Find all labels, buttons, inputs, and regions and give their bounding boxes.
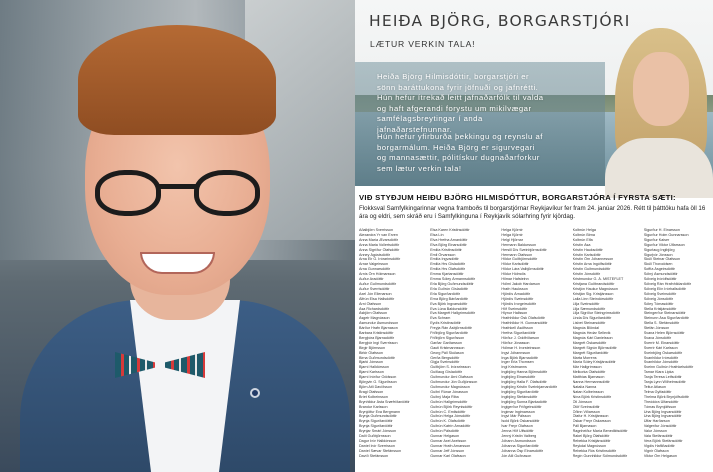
supporter-name: Margrét Óskarsdóttir <box>572 340 607 345</box>
supporter-name: Elsa Karen Kristinsdóttir <box>430 228 470 232</box>
supporter-name: Gunnar Axel Axelsson <box>430 438 467 443</box>
supporter-name: Guðrún Katrín Árnadóttir <box>430 424 471 429</box>
supporter-name: Viktor Örn Helgason <box>643 453 677 458</box>
supporter-name: Ásgeir Magnússon <box>359 316 390 321</box>
supporter-name: Guðrún Hallgrímsdóttir <box>430 399 468 404</box>
supporter-name: Árni Ólafsson <box>359 301 382 306</box>
supporter-name: Kristján Sig. Kristjánsson <box>572 291 614 296</box>
supporter-name: Reykdal Magnússon <box>572 443 607 448</box>
supporter-name: Arnar Valgeirsson <box>359 262 389 267</box>
supporter-name: Vignir Ólafsson <box>643 448 669 453</box>
supporter-name: Hersill Dís Sveinbjörnsdóttir <box>501 247 547 252</box>
supporter-name: Emilía Hrs Gísladóttir <box>430 262 466 267</box>
supporter-name: Eva Schram <box>430 316 451 321</box>
supporter-name: Birgir Björnsson <box>359 345 386 350</box>
supporter-name: Inger Erla Thomsen <box>501 360 534 365</box>
supporter-name: Brandur Karlsson <box>359 404 388 409</box>
supporter-name: Hrafn Hauksson <box>501 286 528 291</box>
supporter-name: Kristín Jónsdóttir <box>572 272 601 277</box>
supporter-name: Margrét Sigurðardóttir <box>572 350 609 355</box>
supporter-name: Sverrir Kári Karlsson <box>643 345 678 350</box>
supporter-name: Emilía Hrs Ólafsdóttir <box>430 267 466 272</box>
supporter-name: Arna Eir G. Þórarinsdóttir <box>359 257 401 262</box>
supporter-name: Davíð Stefánsson <box>359 453 389 458</box>
supporter-name: Jenna Hlíf Ulfsdóttir <box>501 429 534 434</box>
supporter-name: Brynjólfur Eva Bergmann <box>359 409 400 414</box>
supporter-name: Eva Björk Ingvarsdóttir <box>430 301 468 306</box>
supporter-name: Anney Ágústsdóttir <box>359 252 390 257</box>
supporter-name: Emma Sóley Ármannsdóttir <box>430 277 476 282</box>
supporter-name: Ingibjörg Einarsdóttir <box>501 375 536 380</box>
supporter-name: Ólafur H. Kristjánsson <box>572 414 609 419</box>
supporter-name: Natan Kolbeinsson <box>572 389 604 394</box>
supporter-name: Ingimar Ingimarsson <box>501 409 535 414</box>
supporter-name: Lilja Sigríður Steingrímsdóttir <box>572 311 620 316</box>
campaign-flyer <box>355 0 713 472</box>
supporter-name: Sveinbjörg Óskarsdóttir <box>643 350 683 355</box>
supporter-name: Steingerður Steinarsdóttir <box>643 311 686 316</box>
names-column-4 <box>573 228 638 472</box>
supporter-name: Svanhildur Jónsdóttir <box>643 360 679 365</box>
supporter-name: Vera Björk Stefánsdóttir <box>643 438 683 443</box>
supporter-name: Hildur Guðbjörnsdóttir <box>501 257 538 262</box>
supporter-name: Brynja Guðmundsdóttir <box>359 414 397 419</box>
supporter-name: María Sóley Kristjánsdóttir <box>572 360 616 365</box>
supporter-name: Helga Kjörnir <box>501 232 523 237</box>
supporter-name: Hjördís Árnadóttir <box>501 291 531 296</box>
supporter-name: Barbara Kristinsdóttir <box>359 331 394 336</box>
supporter-name: Daníel Þór Sverrisson <box>359 443 395 448</box>
supporter-name: Hermann Ólafsson <box>501 252 533 257</box>
supporter-name: Hrefna Sigurðardóttir <box>501 331 536 336</box>
supporter-name: Hlíf Sveinsdóttir <box>501 306 528 311</box>
supporter-name: Gunnar Helgason <box>430 434 460 439</box>
supporter-name: Kristín Guðmundsdóttir <box>572 267 611 272</box>
supporter-name: Helga Kjörnir <box>501 228 523 232</box>
supporter-name: Nanna Hermannsdóttir <box>572 380 610 385</box>
supporter-name: Stella Kristjánsdóttir <box>643 306 677 311</box>
supporter-name: Bjarki Jónsson <box>359 360 383 365</box>
candidate-photo <box>605 28 713 186</box>
supporter-name: Kristmundur G. Á. MISTEFLET <box>572 277 624 282</box>
supporter-name: Kristín Ása <box>572 242 591 247</box>
flyer-subtitle: LÆTUR VERKIN TALA! <box>370 39 476 49</box>
supporter-name: Bergþóra Bjarnadóttir <box>359 335 395 340</box>
supporter-name: Kolbrún Helga <box>572 228 596 232</box>
supporter-name: Emilía Ingvadóttir <box>430 257 459 262</box>
supporter-name: Sigurður Holm Gunnarsson <box>643 232 689 237</box>
supporter-name: Theódóra Úlfarsdóttir <box>643 399 679 404</box>
supporter-name: Ingvi Jóhannsson <box>501 350 531 355</box>
supporter-name: Hildur Lára Valbjörnsdóttir <box>501 267 544 272</box>
supporter-name: Auður Aradóttir <box>359 277 384 282</box>
supporter-name: Magnús Hedar Sellevik <box>572 331 611 336</box>
supporter-name: Gígja Sveinsdóttir <box>430 360 460 365</box>
supporter-name: Sigurður Kaiser <box>643 237 670 242</box>
supporter-name: Inga Björk Bjarnadóttir <box>501 355 538 360</box>
supporter-name: Gunnar Jeff Jónsson <box>430 448 465 453</box>
supporter-name: Auður Guðmundsdóttir <box>359 281 397 286</box>
supporter-name: Gauti Kristmannsson <box>430 345 465 350</box>
supporter-name: Sigurlaug Ingibjörg <box>643 247 675 252</box>
supporter-name: Úlfar Harðarson <box>643 419 670 424</box>
supporter-name: Kristjón Haukur Magnússon <box>572 286 618 291</box>
supporter-name: Sigurður H. Einarsson <box>643 228 680 232</box>
supporter-name: Ólöf Sveinsdóttir <box>572 404 600 409</box>
supporter-name: Anna María Ævarsdóttir <box>359 237 398 242</box>
supporter-name: Hólmar H. Þorsteinsson <box>501 345 541 350</box>
supporter-name: Alexandra Yr van Erven <box>359 232 398 237</box>
names-column-3 <box>501 228 566 472</box>
glasses <box>95 170 260 220</box>
supporter-name: Brynhildur Ásta Snæfríðardóttir <box>359 399 410 404</box>
supporter-name: Jón Atli Guðnason <box>501 453 532 458</box>
supporter-name: Gunnar Hrafn Arnarsson <box>430 443 471 448</box>
supporter-name: Bjarni Þórður Oddsson <box>359 375 397 380</box>
supporter-name: Vala Stefánsdóttir <box>643 434 673 439</box>
supporter-name: Jóhanna Ösp Einarsdóttir <box>501 448 544 453</box>
supporter-name: Ingibjörg Kristín Sveinbjarnardóttir <box>501 385 557 389</box>
supporter-name: Guðrún Pálsdóttir <box>430 429 459 434</box>
supporter-name: Svanhildur Þórsdóttir <box>643 355 679 360</box>
supporter-name: Margrét Sigrún Björnsdóttir <box>572 345 617 350</box>
supporter-name: Hörður J. Oddfríðarson <box>501 335 540 340</box>
supporter-name: Sólveig Sveinsdóttir <box>643 291 677 296</box>
supporter-name: Skúli Thoroddsen <box>643 262 673 267</box>
supporter-name: Rebekka Kristjánsdóttir <box>572 438 611 443</box>
supporter-name: Hrafnkell Ásólfsson <box>501 326 533 331</box>
supporter-name: Sólveig Þórólfsdóttir <box>643 277 677 282</box>
hair <box>78 25 276 135</box>
supporter-name: Bjarni Halldórsson <box>359 365 389 370</box>
supporter-name: Hólmi Jakob Hardarson <box>501 281 540 286</box>
supporter-name: Kolbrún Elfa <box>572 237 593 242</box>
supporter-name: Vigdís Hafliðadóttir <box>643 443 675 448</box>
bowtie <box>115 352 205 378</box>
supporter-name: Sólveig Jónsdóttir <box>643 296 673 301</box>
supporter-name: Elva Björg Einarsdóttir <box>430 242 467 247</box>
supporter-name: Guðmundur Magnússon <box>430 385 470 389</box>
supporter-name: Soffía Ásgeirsdóttir <box>643 267 675 272</box>
supporter-name: Guðrún Helga Jónsdóttir <box>430 414 471 419</box>
supporter-name: Melkorka Ólafsdóttir <box>572 370 606 375</box>
supporter-name: Magnús Kári Danielsson <box>572 335 613 340</box>
supporter-name: Hjördís Þorgeirsdóttir <box>501 301 537 306</box>
supporter-name: Ísold Björk Óskarsdóttir <box>501 419 540 424</box>
supporter-name: Kristín Hauksdóttir <box>572 247 603 252</box>
supporter-name: Sólveig Rán Hrafnhildardóttir <box>643 281 691 286</box>
supporter-name: Daníel Sævar Stefánsson <box>359 448 402 453</box>
supporter-name: Ingigerður Friðgeirsdóttir <box>501 404 542 409</box>
supporter-name: Guðrún K. Ólafsdóttir <box>430 419 465 424</box>
lapel-pin <box>250 388 260 398</box>
supporter-name: Ásbjörn Ólafsson <box>359 311 388 316</box>
supporter-name: Hildur Karlsdóttir <box>501 262 529 267</box>
supporter-name: Eva Margrét Hallgrímsdóttir <box>430 311 476 316</box>
supporter-name: Guðbjörn S. Þórarinsson <box>430 365 471 370</box>
supporter-name: Rakel Björg Ólafsdóttir <box>572 434 610 439</box>
supporter-name: Magnús Blöndal <box>572 326 600 331</box>
supporter-name: Dagur Þór Halldórsson <box>359 438 397 443</box>
supporter-name: Auður Sverrisdóttir <box>359 286 390 291</box>
supporter-name: Guðrún C. Emilsdóttir <box>430 409 466 414</box>
supporter-name: Arnís Örn Hólmarsson <box>359 272 396 277</box>
supporter-names <box>359 228 709 472</box>
supporter-name: Guðmundur Jón Guðjónsson <box>430 380 478 385</box>
supporter-name: Tamar Klara Lipka <box>643 370 674 375</box>
names-column-2 <box>430 228 495 472</box>
supporter-name: Ingvi Már Pálsson <box>501 414 531 419</box>
supporter-name: Páll Bjarnason <box>572 424 597 429</box>
supporter-name: Sigurþór Jónsson <box>643 252 673 257</box>
supporter-name: Birna Guðmundsdóttir <box>359 355 395 360</box>
supporter-name: Hermann Baldursson <box>501 242 537 247</box>
supporter-name: Hildur Hólmdís <box>501 272 526 277</box>
supporter-name: Georg Páll Skúlason <box>430 350 464 355</box>
supporter-name: Elsa Lín <box>430 232 444 237</box>
election-info: Flokksval Samfylkingarinnar vegna framboðs til borgarstjórnar Reykjavíkur fer fram 24. janúar 2026. Rétt til þátttöku hafa öll 16 ára og eldri, sem skráð eru í Samfylkinguna í Reykjavík sólarhring fyrir kjördag. <box>359 205 706 221</box>
supporter-name: Lísbet Steinarsdóttir <box>572 321 606 326</box>
supporter-name: Una Björg Ingvarsdóttir <box>643 409 682 414</box>
supporter-name: Valur Jónsson <box>643 429 667 434</box>
supporter-name: Gerða Bergsdóttir <box>430 355 460 360</box>
supporter-name: Már Hallgrímsson <box>572 365 602 370</box>
supporter-name: Friðbjörn Sigurðsson <box>430 335 465 340</box>
supporter-name: Ingibjörg Halla F. Ólafsdóttir <box>501 380 547 385</box>
supporter-name: Natalía Nanna <box>572 385 597 389</box>
supporter-name: Steinunn Ása Sigurðardóttir <box>643 316 689 321</box>
supporter-name: Kristín Örn Jóhannesson <box>572 257 614 262</box>
names-column-1 <box>359 228 424 472</box>
supporter-name: Tómas Brynjólfsson <box>643 404 677 409</box>
supporter-name: Telma Gylfadóttir <box>643 389 672 394</box>
intro-paragraph: Heiða Björg Hilmisdóttir, borgarstjóri er sönn baráttukona fyrir jöfnuði og jafnrétti. Hún hefur ítrekað leitt jafnaðarfólk til valda og haft afgerandi forystu um mikilvægar samfélagsbreytingar í anda jafnaðarstefnunnar. <box>377 72 544 134</box>
supporter-name: Aðalbjörn Sverrisson <box>359 228 394 232</box>
supporter-name: Ívar Freyr Ólafsson <box>501 424 533 429</box>
supporter-name: Hrafnhildur Ósk Ólafsdóttir <box>501 316 545 321</box>
supporter-name: Kolbrún Birna <box>572 232 595 237</box>
supporter-name: Bergþór Ingi Sverrisson <box>359 340 398 345</box>
portrait-photo <box>0 0 355 472</box>
supporter-name: Erla Guðrún Gísladóttir <box>430 286 468 291</box>
supporter-name: Erla Sigurðardóttir <box>430 291 460 296</box>
supporter-name: Ása Richardsdóttir <box>359 306 390 311</box>
supporter-name: Nína Björk Kristinsdóttir <box>572 394 612 399</box>
supporter-name: Birkir Ólafsson <box>359 350 383 355</box>
supporter-name: Garðar Garðarsson <box>430 340 462 345</box>
supporter-name: Bragi Ólafsson <box>359 389 384 394</box>
supporter-name: Sóley Tómasdóttir <box>643 301 674 306</box>
supporter-name: Brynja Sigurðardóttir <box>359 419 393 424</box>
supporter-name: Jenný Kristín Valberg <box>501 434 537 439</box>
supporter-name: Sverrir M. Einarsdóttir <box>643 340 680 345</box>
supporter-name: Sigurður Viktor Úlfarsson <box>643 242 685 247</box>
supporter-name: Tanja Lynn Wilhelmsdóttir <box>643 380 686 385</box>
supporter-name: Anna Sigríður Ólafsdóttir <box>359 247 400 252</box>
supporter-name: Jóhann Ásmundsson <box>501 438 536 443</box>
supporter-name: Friðbjörg Sigurðardóttir <box>430 331 468 336</box>
supporter-name: Hrafnhildur H. Gunnarsdóttir <box>501 321 548 326</box>
supporter-name: Guðni Rúnar Jónasson <box>430 389 468 394</box>
supporter-name: Stella S. Stefánsdóttir <box>643 321 680 326</box>
supporter-name: Ingibjörg Stefánsdóttir <box>501 394 538 399</box>
supporter-name: Una Björg Ingvarsdóttir <box>643 414 682 419</box>
supporter-name: Ingibjörg Sunna Bjarkadóttir <box>501 399 547 404</box>
names-column-5 <box>644 228 709 472</box>
smile <box>140 252 215 274</box>
supporter-name: Jóhanna Sigurðardóttir <box>501 443 539 448</box>
experience-paragraph: Hún hefur yfirburða þekkingu og reynslu af borgarmálum. Heiða Björg er sigurvegari og mannasættir, pólitískur dugnaðarforkur sem lætur verkin tala! <box>377 132 543 173</box>
supporter-name: Lilja Sæmundsdóttir <box>572 306 606 311</box>
supporter-name: Bárður Hrafn Bjarnason <box>359 326 398 331</box>
supporter-name: Lilja Sveinsdóttir <box>572 301 600 306</box>
supporter-name: Elva Hrefna Arnardóttir <box>430 237 468 242</box>
supporter-name: Brynjar Smári Jónsson <box>359 429 397 434</box>
supporter-name: Svana Helen Björnsdóttir <box>643 331 685 336</box>
supporter-name: Ragnheiður María Benediktsdóttir <box>572 429 628 434</box>
supporter-name: Sveinn Guðrún Hrafnkelsdóttir <box>643 365 694 370</box>
supporter-name: Björgvin G. Sigurðsson <box>359 380 397 385</box>
supporter-name: Daði Guðbjörnsson <box>359 434 391 439</box>
supporter-name: Thelma Björk Brynjólfsdóttir <box>643 394 689 399</box>
supporter-name: Guðrún Björk Reynisdóttir <box>430 404 473 409</box>
supporter-name: Matthías Bjarnason <box>572 375 605 380</box>
supporter-name: Freyja Rán Ásbjörnsdóttir <box>430 326 472 331</box>
supporter-name: Stefán Jónsson <box>643 326 670 331</box>
supporter-name: Valgerður Jónsdóttir <box>643 424 677 429</box>
supporter-name: Hjördís Sveinsdóttir <box>501 296 534 301</box>
supporter-name: Óskar Freyr Óskarsson <box>572 419 611 424</box>
supporter-name: Arna Gunnarsdóttir <box>359 267 391 272</box>
supporter-name: Hilmar Hafsteinn <box>501 277 529 282</box>
flyer-title: HEIÐA BJÖRG, BORGARSTJÓRI <box>369 12 631 30</box>
supporter-name: Ingi Kristmanns <box>501 365 527 370</box>
supporter-name: Sólný Ásmundsdóttir <box>643 272 678 277</box>
supporter-name: Ingibjörg Sigurðardóttir <box>501 389 539 394</box>
supporter-name: Kristín Arna Ingólfsdóttir <box>572 262 612 267</box>
supporter-name: Óli Jónsson <box>572 399 592 404</box>
supporter-name: Lalla Linn Steindórsdóttir <box>572 296 614 301</box>
supporter-name: Svava Jónsdóttir <box>643 335 672 340</box>
supporter-name: Óðinn Viðarsson <box>572 409 600 414</box>
supporter-name: Axel Jón Ellenarson <box>359 291 392 296</box>
supporter-name: Hörður Jónasson <box>501 340 530 345</box>
supporter-name: Anna Maria Vollertsdóttir <box>359 242 400 247</box>
supporter-name: Linda Dís Sigurðardóttir <box>572 316 612 321</box>
supporter-name: Brynja Sigurðardóttir <box>359 424 393 429</box>
supporter-name: Gunnar Karl Ólafsson <box>430 453 466 458</box>
support-headline: VIÐ STYÐJUM HEIÐU BJÖRG HILMISDÓTTUR, BORGARSTJÓRA Í FYRSTA SÆTI: <box>359 193 676 202</box>
supporter-name: Guðmundur Árni Ólafsson <box>430 375 473 380</box>
supporter-name: Ásmundur Ásmundsson <box>359 321 399 326</box>
supporter-name: Björn Atli Davíðsson <box>359 385 392 389</box>
supporter-name: Bjarni Karlsson <box>359 370 384 375</box>
supporter-name: Regín Gunnhildur Sólmundsdóttir <box>572 453 628 458</box>
supporter-name: Eydís Kristinsdóttir <box>430 321 461 326</box>
supporter-name: Guðlaug Gísladóttir <box>430 370 462 375</box>
supporter-name: Teitur Atlason <box>643 385 666 389</box>
supporter-name: Kristjana Guðbrandsdóttir <box>572 281 615 286</box>
supporter-name: Ingibjörg Hanna Björnsdóttir <box>501 370 548 375</box>
supporter-name: Emil Örvarsson <box>430 252 456 257</box>
supporter-name: Helgi Hjörnar <box>501 237 523 242</box>
supporter-name: Kristín Karlsdóttir <box>572 252 601 257</box>
supporter-name: Eva Lúna Baldursdóttir <box>430 306 468 311</box>
supporter-name: Tanja Teresa Leifsdóttir <box>643 375 682 380</box>
supporter-name: Emma Kjartansdóttir <box>430 272 464 277</box>
supporter-name: Erla Björg Guðmundsdóttir <box>430 281 474 286</box>
supporter-name: Erna Björg Bárðardóttir <box>430 296 468 301</box>
supporter-name: Rebekka Rós Kristinsdóttir <box>572 448 617 453</box>
supporter-name: Álfrún Elsa Hallsdóttir <box>359 296 395 301</box>
supporter-name: Marta Morrens <box>572 355 597 360</box>
supporter-name: Bríet Kolbeinsson <box>359 394 388 399</box>
supporter-name: Guðný Maja Riba <box>430 394 459 399</box>
supporter-name: Hlynur Hallsson <box>501 311 528 316</box>
supporter-name: Skúli Steinar Ólafsson <box>643 257 681 262</box>
supporter-name: Emilía Kristinsdóttir <box>430 247 462 252</box>
supporter-name: Sólveig Elín Þórhallsdóttir <box>643 286 686 291</box>
